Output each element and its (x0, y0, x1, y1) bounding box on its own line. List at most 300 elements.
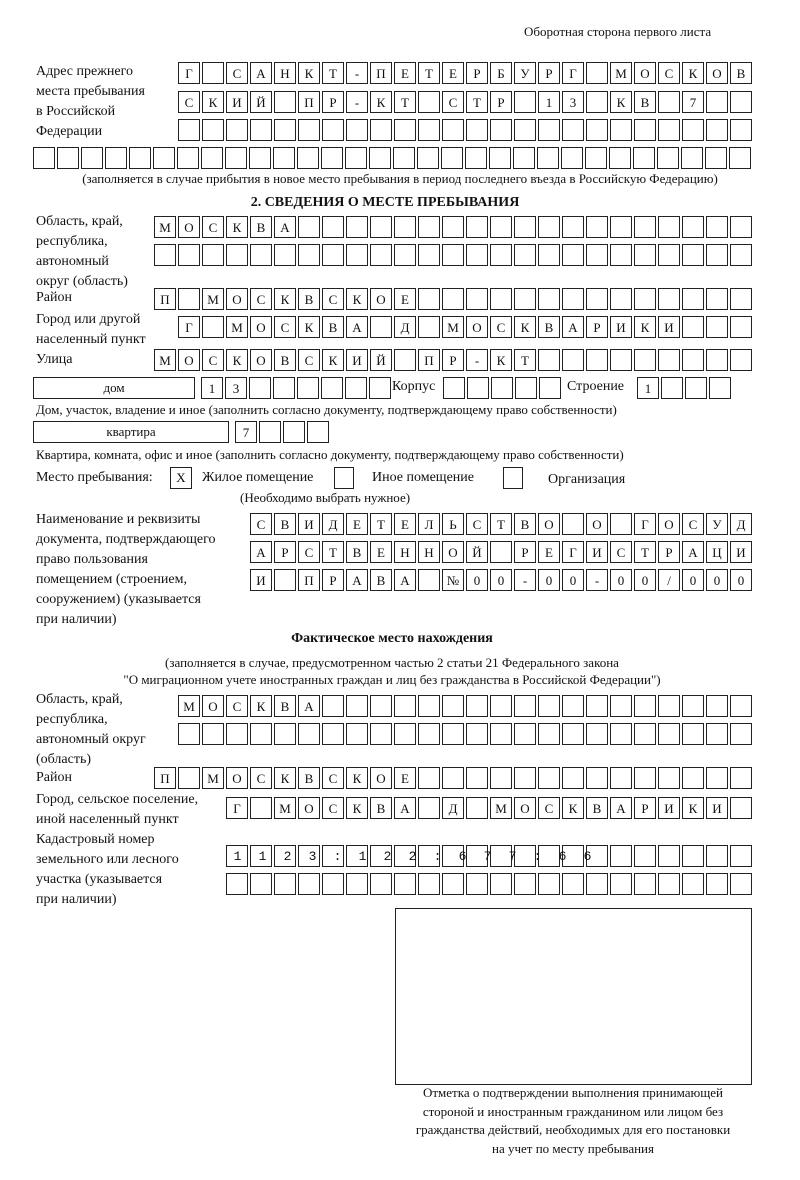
char-cell[interactable]: О (202, 695, 224, 717)
char-cell[interactable]: С (538, 797, 560, 819)
char-cell[interactable]: В (322, 316, 344, 338)
char-cell[interactable]: К (346, 767, 368, 789)
char-cell[interactable] (321, 377, 343, 399)
char-cell[interactable] (442, 244, 464, 266)
char-cell[interactable]: И (610, 316, 632, 338)
char-cell[interactable] (537, 147, 559, 169)
char-cell[interactable]: В (514, 513, 536, 535)
district-row[interactable] (154, 288, 752, 310)
char-cell[interactable] (585, 147, 607, 169)
char-cell[interactable]: К (634, 316, 656, 338)
char-cell[interactable]: С (250, 767, 272, 789)
char-cell[interactable] (442, 216, 464, 238)
char-cell[interactable] (250, 797, 272, 819)
char-cell[interactable]: У (514, 62, 536, 84)
char-cell[interactable] (586, 62, 608, 84)
char-cell[interactable]: Д (322, 513, 344, 535)
char-cell[interactable] (226, 723, 248, 745)
char-cell[interactable]: Т (634, 541, 656, 563)
char-cell[interactable] (202, 62, 224, 84)
char-cell[interactable] (706, 288, 728, 310)
char-cell[interactable]: Е (538, 541, 560, 563)
char-cell[interactable] (634, 695, 656, 717)
char-cell[interactable] (685, 377, 707, 399)
actual-city-row[interactable] (226, 797, 752, 819)
char-cell[interactable]: Д (730, 513, 752, 535)
char-cell[interactable]: С (466, 513, 488, 535)
previous-address-row-4[interactable] (33, 147, 751, 169)
char-cell[interactable] (610, 349, 632, 371)
char-cell[interactable] (730, 91, 752, 113)
char-cell[interactable]: С (322, 797, 344, 819)
char-cell[interactable] (274, 569, 296, 591)
char-cell[interactable]: № (442, 569, 464, 591)
char-cell[interactable] (586, 767, 608, 789)
char-cell[interactable] (298, 873, 320, 895)
char-cell[interactable] (298, 119, 320, 141)
char-cell[interactable]: - (586, 569, 608, 591)
char-cell[interactable] (634, 288, 656, 310)
char-cell[interactable]: М (202, 288, 224, 310)
char-cell[interactable] (370, 723, 392, 745)
char-cell[interactable]: 0 (538, 569, 560, 591)
char-cell[interactable] (418, 873, 440, 895)
char-cell[interactable] (610, 873, 632, 895)
char-cell[interactable] (706, 873, 728, 895)
char-cell[interactable]: С (322, 288, 344, 310)
house-number-row[interactable] (201, 377, 391, 399)
char-cell[interactable]: И (346, 349, 368, 371)
char-cell[interactable] (394, 216, 416, 238)
char-cell[interactable]: - (346, 91, 368, 113)
char-cell[interactable] (681, 147, 703, 169)
char-cell[interactable]: К (298, 62, 320, 84)
char-cell[interactable]: К (346, 797, 368, 819)
char-cell[interactable] (418, 797, 440, 819)
char-cell[interactable]: М (610, 62, 632, 84)
char-cell[interactable]: 0 (706, 569, 728, 591)
char-cell[interactable] (418, 695, 440, 717)
char-cell[interactable] (369, 147, 391, 169)
char-cell[interactable] (466, 873, 488, 895)
house-type-field[interactable]: дом (33, 377, 195, 399)
char-cell[interactable] (466, 119, 488, 141)
char-cell[interactable] (490, 873, 512, 895)
char-cell[interactable] (610, 723, 632, 745)
char-cell[interactable]: В (370, 797, 392, 819)
char-cell[interactable]: В (250, 216, 272, 238)
char-cell[interactable]: Т (322, 62, 344, 84)
char-cell[interactable] (706, 349, 728, 371)
char-cell[interactable] (730, 797, 752, 819)
char-cell[interactable] (442, 723, 464, 745)
char-cell[interactable] (562, 244, 584, 266)
char-cell[interactable]: 3 (562, 91, 584, 113)
char-cell[interactable] (322, 695, 344, 717)
char-cell[interactable]: Г (178, 316, 200, 338)
char-cell[interactable] (586, 216, 608, 238)
char-cell[interactable]: Й (466, 541, 488, 563)
char-cell[interactable] (562, 695, 584, 717)
char-cell[interactable] (514, 723, 536, 745)
char-cell[interactable]: С (298, 349, 320, 371)
char-cell[interactable]: Н (418, 541, 440, 563)
char-cell[interactable]: - (514, 569, 536, 591)
char-cell[interactable] (634, 723, 656, 745)
char-cell[interactable] (610, 244, 632, 266)
char-cell[interactable] (730, 873, 752, 895)
char-cell[interactable]: М (202, 767, 224, 789)
char-cell[interactable] (129, 147, 151, 169)
previous-address-row-2[interactable] (178, 91, 752, 113)
char-cell[interactable] (538, 119, 560, 141)
char-cell[interactable] (514, 216, 536, 238)
char-cell[interactable]: К (298, 316, 320, 338)
char-cell[interactable]: А (250, 541, 272, 563)
char-cell[interactable]: К (202, 91, 224, 113)
char-cell[interactable] (730, 216, 752, 238)
building-row[interactable] (637, 377, 731, 399)
char-cell[interactable]: М (226, 316, 248, 338)
char-cell[interactable]: М (154, 349, 176, 371)
apartment-number-row[interactable] (235, 421, 329, 443)
char-cell[interactable] (538, 873, 560, 895)
char-cell[interactable]: О (250, 349, 272, 371)
char-cell[interactable] (562, 288, 584, 310)
char-cell[interactable] (442, 767, 464, 789)
char-cell[interactable]: И (730, 541, 752, 563)
char-cell[interactable] (418, 569, 440, 591)
char-cell[interactable] (634, 767, 656, 789)
char-cell[interactable] (730, 349, 752, 371)
char-cell[interactable]: / (658, 569, 680, 591)
char-cell[interactable] (442, 873, 464, 895)
actual-district-row[interactable] (154, 767, 752, 789)
char-cell[interactable] (634, 244, 656, 266)
char-cell[interactable]: С (226, 62, 248, 84)
char-cell[interactable] (249, 377, 271, 399)
char-cell[interactable] (658, 845, 680, 867)
char-cell[interactable]: Й (250, 91, 272, 113)
char-cell[interactable]: О (178, 216, 200, 238)
char-cell[interactable] (490, 244, 512, 266)
char-cell[interactable] (394, 873, 416, 895)
char-cell[interactable] (730, 244, 752, 266)
city-row[interactable] (178, 316, 752, 338)
residential-checkbox[interactable]: X (170, 467, 192, 489)
char-cell[interactable] (658, 91, 680, 113)
char-cell[interactable] (394, 349, 416, 371)
char-cell[interactable] (466, 216, 488, 238)
char-cell[interactable] (730, 288, 752, 310)
char-cell[interactable] (466, 288, 488, 310)
char-cell[interactable] (298, 216, 320, 238)
char-cell[interactable] (634, 119, 656, 141)
document-row-1[interactable] (250, 513, 752, 535)
char-cell[interactable] (466, 797, 488, 819)
char-cell[interactable] (658, 723, 680, 745)
char-cell[interactable] (346, 695, 368, 717)
char-cell[interactable]: - (466, 349, 488, 371)
char-cell[interactable] (539, 377, 561, 399)
char-cell[interactable] (586, 349, 608, 371)
char-cell[interactable]: О (514, 797, 536, 819)
char-cell[interactable] (610, 767, 632, 789)
char-cell[interactable] (609, 147, 631, 169)
char-cell[interactable]: О (226, 767, 248, 789)
char-cell[interactable] (393, 147, 415, 169)
char-cell[interactable] (250, 873, 272, 895)
char-cell[interactable]: Т (394, 91, 416, 113)
char-cell[interactable]: С (610, 541, 632, 563)
char-cell[interactable] (322, 873, 344, 895)
char-cell[interactable]: С (298, 541, 320, 563)
char-cell[interactable] (706, 767, 728, 789)
char-cell[interactable]: М (490, 797, 512, 819)
char-cell[interactable] (682, 244, 704, 266)
char-cell[interactable]: С (202, 216, 224, 238)
char-cell[interactable] (730, 695, 752, 717)
char-cell[interactable]: А (394, 797, 416, 819)
char-cell[interactable] (706, 216, 728, 238)
char-cell[interactable]: 0 (466, 569, 488, 591)
char-cell[interactable]: У (706, 513, 728, 535)
char-cell[interactable] (658, 244, 680, 266)
actual-region-row-2[interactable] (178, 723, 752, 745)
char-cell[interactable]: О (658, 513, 680, 535)
char-cell[interactable] (178, 244, 200, 266)
char-cell[interactable] (513, 147, 535, 169)
char-cell[interactable] (345, 147, 367, 169)
char-cell[interactable] (538, 723, 560, 745)
char-cell[interactable]: В (274, 513, 296, 535)
char-cell[interactable] (657, 147, 679, 169)
char-cell[interactable] (307, 421, 329, 443)
char-cell[interactable] (586, 695, 608, 717)
char-cell[interactable]: К (274, 767, 296, 789)
char-cell[interactable] (658, 119, 680, 141)
char-cell[interactable] (515, 377, 537, 399)
char-cell[interactable] (226, 873, 248, 895)
char-cell[interactable] (418, 216, 440, 238)
char-cell[interactable] (249, 147, 271, 169)
char-cell[interactable] (466, 723, 488, 745)
char-cell[interactable] (105, 147, 127, 169)
char-cell[interactable] (81, 147, 103, 169)
char-cell[interactable] (706, 695, 728, 717)
char-cell[interactable]: К (562, 797, 584, 819)
char-cell[interactable]: Р (274, 541, 296, 563)
char-cell[interactable] (682, 695, 704, 717)
char-cell[interactable] (250, 723, 272, 745)
char-cell[interactable] (730, 723, 752, 745)
char-cell[interactable] (57, 147, 79, 169)
char-cell[interactable] (346, 873, 368, 895)
char-cell[interactable] (33, 147, 55, 169)
char-cell[interactable]: Т (418, 62, 440, 84)
char-cell[interactable]: 1 (201, 377, 223, 399)
char-cell[interactable] (634, 845, 656, 867)
char-cell[interactable] (610, 695, 632, 717)
char-cell[interactable]: Р (322, 91, 344, 113)
char-cell[interactable] (562, 723, 584, 745)
char-cell[interactable] (394, 723, 416, 745)
char-cell[interactable] (633, 147, 655, 169)
char-cell[interactable]: В (586, 797, 608, 819)
char-cell[interactable]: Н (394, 541, 416, 563)
char-cell[interactable]: Р (466, 62, 488, 84)
char-cell[interactable]: Р (442, 349, 464, 371)
char-cell[interactable]: П (298, 569, 320, 591)
char-cell[interactable] (154, 244, 176, 266)
char-cell[interactable] (178, 767, 200, 789)
char-cell[interactable]: М (154, 216, 176, 238)
document-row-3[interactable] (250, 569, 752, 591)
char-cell[interactable] (442, 119, 464, 141)
char-cell[interactable]: К (514, 316, 536, 338)
char-cell[interactable]: П (154, 288, 176, 310)
char-cell[interactable]: Е (394, 62, 416, 84)
char-cell[interactable]: Г (634, 513, 656, 535)
char-cell[interactable] (418, 119, 440, 141)
char-cell[interactable] (490, 216, 512, 238)
char-cell[interactable]: С (202, 349, 224, 371)
char-cell[interactable]: О (178, 349, 200, 371)
char-cell[interactable] (346, 216, 368, 238)
char-cell[interactable]: О (634, 62, 656, 84)
char-cell[interactable]: А (562, 316, 584, 338)
char-cell[interactable]: О (370, 288, 392, 310)
char-cell[interactable] (610, 119, 632, 141)
char-cell[interactable]: Р (634, 797, 656, 819)
char-cell[interactable] (658, 216, 680, 238)
char-cell[interactable] (418, 91, 440, 113)
char-cell[interactable]: Л (418, 513, 440, 535)
char-cell[interactable] (682, 873, 704, 895)
region-row-2[interactable] (154, 244, 752, 266)
char-cell[interactable]: К (682, 62, 704, 84)
char-cell[interactable] (514, 91, 536, 113)
char-cell[interactable]: Г (226, 797, 248, 819)
char-cell[interactable]: А (682, 541, 704, 563)
char-cell[interactable] (538, 288, 560, 310)
char-cell[interactable]: О (226, 288, 248, 310)
char-cell[interactable]: 1 (637, 377, 659, 399)
char-cell[interactable] (730, 316, 752, 338)
char-cell[interactable]: О (370, 767, 392, 789)
char-cell[interactable]: Е (394, 767, 416, 789)
char-cell[interactable]: Й (370, 349, 392, 371)
char-cell[interactable] (345, 377, 367, 399)
char-cell[interactable] (466, 244, 488, 266)
char-cell[interactable] (250, 119, 272, 141)
char-cell[interactable] (658, 767, 680, 789)
char-cell[interactable] (178, 723, 200, 745)
char-cell[interactable] (418, 244, 440, 266)
char-cell[interactable] (730, 845, 752, 867)
char-cell[interactable]: С (490, 316, 512, 338)
char-cell[interactable]: С (250, 288, 272, 310)
char-cell[interactable] (490, 723, 512, 745)
char-cell[interactable]: М (274, 797, 296, 819)
char-cell[interactable]: 0 (634, 569, 656, 591)
char-cell[interactable] (561, 147, 583, 169)
char-cell[interactable] (274, 244, 296, 266)
document-row-2[interactable] (250, 541, 752, 563)
char-cell[interactable] (297, 147, 319, 169)
char-cell[interactable] (730, 767, 752, 789)
char-cell[interactable]: А (394, 569, 416, 591)
char-cell[interactable]: А (346, 569, 368, 591)
char-cell[interactable] (321, 147, 343, 169)
char-cell[interactable] (418, 316, 440, 338)
char-cell[interactable]: С (322, 767, 344, 789)
char-cell[interactable]: Р (538, 62, 560, 84)
char-cell[interactable] (490, 541, 512, 563)
char-cell[interactable] (418, 288, 440, 310)
char-cell[interactable]: Р (490, 91, 512, 113)
char-cell[interactable] (346, 119, 368, 141)
char-cell[interactable] (490, 119, 512, 141)
char-cell[interactable] (682, 349, 704, 371)
char-cell[interactable] (274, 91, 296, 113)
char-cell[interactable]: В (346, 541, 368, 563)
char-cell[interactable]: В (370, 569, 392, 591)
char-cell[interactable] (442, 695, 464, 717)
char-cell[interactable] (226, 244, 248, 266)
char-cell[interactable]: И (658, 316, 680, 338)
char-cell[interactable]: К (682, 797, 704, 819)
char-cell[interactable]: О (706, 62, 728, 84)
char-cell[interactable] (201, 147, 223, 169)
char-cell[interactable] (274, 723, 296, 745)
char-cell[interactable] (202, 244, 224, 266)
char-cell[interactable]: О (250, 316, 272, 338)
char-cell[interactable] (322, 244, 344, 266)
char-cell[interactable] (273, 377, 295, 399)
char-cell[interactable] (202, 723, 224, 745)
char-cell[interactable] (178, 119, 200, 141)
char-cell[interactable]: Д (442, 797, 464, 819)
char-cell[interactable] (346, 244, 368, 266)
char-cell[interactable]: К (226, 216, 248, 238)
char-cell[interactable]: С (682, 513, 704, 535)
char-cell[interactable] (153, 147, 175, 169)
char-cell[interactable]: Е (442, 62, 464, 84)
char-cell[interactable]: А (298, 695, 320, 717)
char-cell[interactable]: В (730, 62, 752, 84)
char-cell[interactable] (346, 723, 368, 745)
char-cell[interactable]: П (418, 349, 440, 371)
char-cell[interactable] (706, 119, 728, 141)
char-cell[interactable] (658, 349, 680, 371)
char-cell[interactable]: А (274, 216, 296, 238)
char-cell[interactable] (586, 119, 608, 141)
char-cell[interactable]: К (610, 91, 632, 113)
char-cell[interactable] (658, 873, 680, 895)
char-cell[interactable]: М (442, 316, 464, 338)
char-cell[interactable] (394, 244, 416, 266)
char-cell[interactable] (538, 349, 560, 371)
char-cell[interactable] (370, 244, 392, 266)
char-cell[interactable]: К (490, 349, 512, 371)
char-cell[interactable]: Т (514, 349, 536, 371)
char-cell[interactable]: С (226, 695, 248, 717)
other-premises-checkbox[interactable] (334, 467, 354, 489)
char-cell[interactable] (682, 723, 704, 745)
char-cell[interactable] (369, 377, 391, 399)
char-cell[interactable]: К (226, 349, 248, 371)
